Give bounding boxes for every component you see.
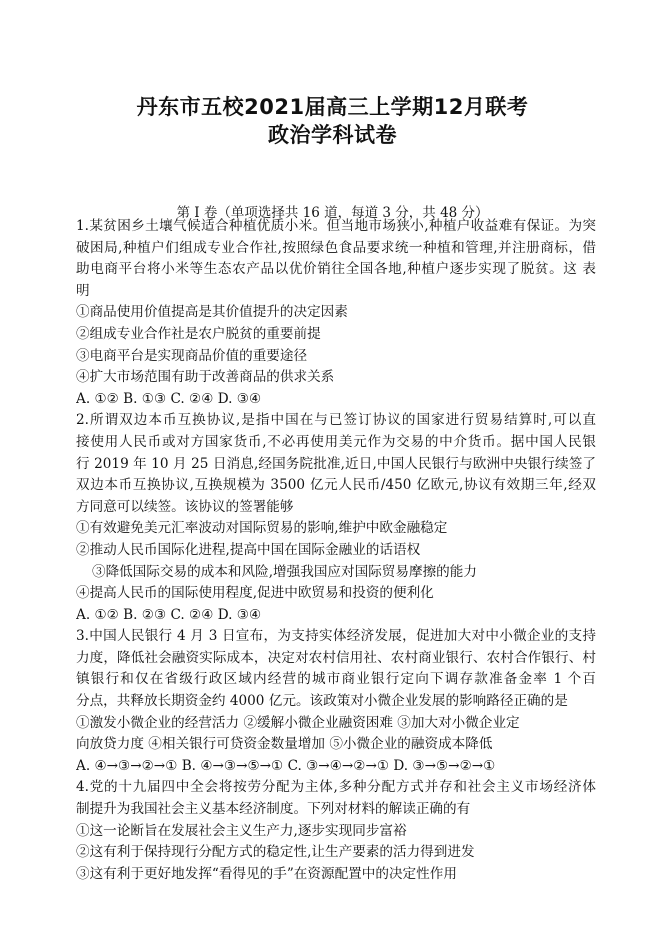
exam-title: 丹东市五校2021届高三上学期12月联考 [136,95,529,119]
statement-option: ③降低国际交易的成本和风险,增强我国应对国际贸易摩擦的能力 [92,563,477,580]
statement-option: ②组成专业合作社是农户脱贫的重要前提 [76,325,321,342]
statement-option: ③电商平台是实现商品价值的重要途径 [76,347,308,364]
text-line: 行 2019 年 10 月 25 日消息,经国务院批准,近日,中国人民银行与欧洲中央银行续签了 [76,455,596,472]
answer-choices: A. ①② B. ②③ C. ②④ D. ③④ [76,606,262,623]
text-line: 分点，共释放长期资金约 4000 亿元。该政策对小微企业发展的影响路径正确的是 [76,693,568,710]
statement-option: 向放贷力度 ④相关银行可贷资金数量增加 ⑤小微企业的融资成本降低 [76,736,493,753]
question-text [76,216,596,885]
statement-option: ①激发小微企业的经营活力 ②缓解小微企业融资困难 ③加大对小微企业定 [76,714,520,731]
text-line: 方同意可以续签。该协议的签署能够 [76,498,294,515]
statement-option: ④扩大市场范围有助于改善商品的供求关系 [76,369,335,386]
answer-choices: A. ①② B. ①③ C. ②④ D. ③④ [76,390,262,407]
statement-option: ①有效避免美元汇率波动对国际贸易的影响,维护中欧金融稳定 [76,520,448,537]
statement-option: ①商品使用价值提高是其价值提升的决定因素 [76,304,348,321]
text-line: 1.某贫困乡土壤气候适合种植优质小米。但当地市场狭小,种植户收益难有保证。为突 [76,218,596,234]
statement-option: ③这有利于更好地发挥“看得见的手”在资源配置中的决定性作用 [76,865,457,882]
text-line: 破困局,种植户们组成专业合作社,按照绿色食品要求统一种植和管理,并注册商标，借 [76,239,596,256]
statement-option: ②推动人民币国际化进程,提高中国在国际金融业的话语权 [76,541,421,558]
exam-subtitle: 政治学科试卷 [268,123,397,147]
text-line: 制提升为我国社会主义基本经济制度。下列对材料的解读正确的有 [76,801,471,818]
text-line: 镇银行和仅在省级行政区域内经营的城市商业银行定向下调存款准备金率 1 个百 [76,671,596,688]
statement-option: ①这一论断旨在发展社会主义生产力,逐步实现同步富裕 [76,822,407,839]
text-line: 明 [76,282,90,299]
text-line: 2.所谓双边本币互换协议,是指中国在与已签订协议的国家进行贸易结算时,可以直 [76,412,596,429]
text-line: 力度，降低社会融资实际成本，决定对农村信用社、农村商业银行、农村合作银行、村 [76,649,596,666]
section-heading: 第 I 卷（单项选择共 16 道，每道 3 分，共 48 分） [176,205,489,221]
statement-option: ②这有利于保持现行分配方式的稳定性,让生产要素的活力得到进发 [76,844,475,861]
text-line: 3.中国人民银行 4 月 3 日宣布，为支持实体经济发展，促进加大对中小微企业的支持 [76,628,596,645]
text-line: 助电商平台将小米等生态农产品以优价销往全国各地,种植户逐步实现了脱贫。这 表 [76,261,596,278]
text-line: 4.党的十九届四中全会将按劳分配为主体,多种分配方式并存和社会主义市场经济体 [76,779,596,796]
statement-option: ④提高人民币的国际使用程度,促进中欧贸易和投资的便利化 [76,585,434,602]
answer-choices: A. ④→③→②→① B. ④→③→⑤→① C. ③→④→②→① D. ③→⑤→②→① [76,757,496,774]
text-line: 双边本币互换协议,互换规模为 3500 亿元人民币/450 亿欧元,协议有效期三年,经双 [76,477,596,494]
text-line: 接使用人民币或对方国家货币,不必再使用美元作为交易的中介货币。据中国人民银 [76,433,596,450]
